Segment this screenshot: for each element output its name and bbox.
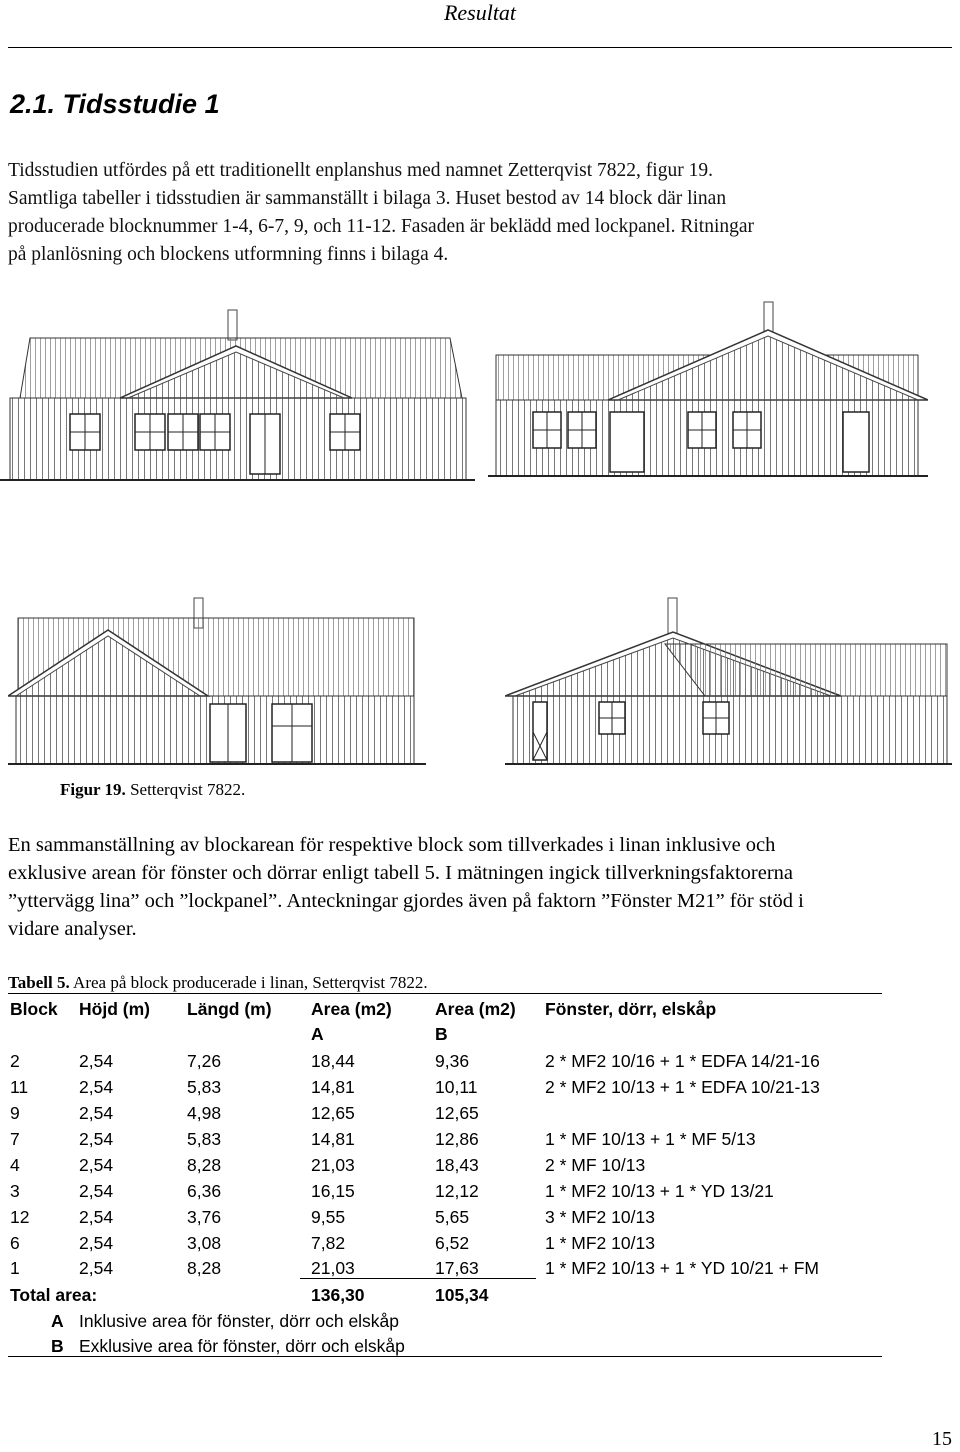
cell-length: 8,28	[187, 1258, 222, 1278]
cell-length: 6,36	[187, 1181, 222, 1201]
cell-openings: 2 * MF2 10/16 + 1 * EDFA 14/21-16	[545, 1051, 820, 1071]
cell-height: 2,54	[79, 1103, 114, 1123]
facade-drawing-front	[0, 308, 475, 484]
cell-area-b: 10,11	[435, 1077, 478, 1097]
cell-height: 2,54	[79, 1051, 114, 1071]
header-height: Höjd (m)	[79, 999, 150, 1019]
note-text: Inklusive area för fönster, dörr och elskåp	[79, 1311, 400, 1331]
cell-area-a: 21,03	[311, 1155, 355, 1175]
total-area-a: 136,30	[311, 1285, 365, 1305]
paragraph-line: vidare analyser.	[8, 918, 137, 940]
cell-openings: 1 * MF2 10/13 + 1 * YD 13/21	[545, 1181, 774, 1201]
paragraph-line: på planlösning och blockens utformning finns i bilaga 4.	[8, 244, 449, 265]
paragraph-line: exklusive arean för fönster och dörrar enligt tabell 5. I mätningen ingick tillverkningsfaktorerna	[8, 862, 793, 884]
total-area-b: 105,34	[435, 1285, 489, 1305]
cell-height: 2,54	[79, 1181, 114, 1201]
header-area-a-sub: A	[311, 1024, 324, 1044]
cell-block: 11	[10, 1077, 29, 1097]
cell-block: 12	[10, 1207, 30, 1227]
paragraph-line: Samtliga tabeller i tidsstudien är sammanställt i bilaga 3. Huset bestod av 14 block där linan	[8, 188, 727, 209]
table-label: Tabell 5.	[8, 973, 70, 992]
cell-height: 2,54	[79, 1207, 114, 1227]
header-area-b: Area (m2)	[435, 999, 516, 1019]
cell-area-a: 7,82	[311, 1233, 346, 1253]
cell-length: 3,76	[187, 1207, 222, 1227]
sum-underline	[300, 1278, 536, 1279]
cell-block: 7	[10, 1129, 20, 1149]
running-header: Resultat	[443, 0, 517, 25]
cell-area-b: 12,65	[435, 1103, 479, 1123]
header-divider	[8, 47, 952, 48]
section-title: 2.1. Tidsstudie 1	[10, 89, 220, 119]
table-bottom-rule	[8, 1356, 882, 1357]
cell-area-a: 16,15	[311, 1181, 355, 1201]
cell-block: 6	[10, 1233, 20, 1253]
cell-block: 2	[10, 1051, 20, 1071]
cell-length: 4,98	[187, 1103, 222, 1123]
cell-area-b: 12,12	[435, 1181, 479, 1201]
cell-area-a: 14,81	[311, 1077, 355, 1097]
cell-openings: 1 * MF2 10/13 + 1 * YD 10/21 + FM	[545, 1258, 819, 1278]
cell-height: 2,54	[79, 1258, 114, 1278]
cell-area-a: 12,65	[311, 1103, 355, 1123]
cell-area-a: 18,44	[311, 1051, 355, 1071]
header-length: Längd (m)	[187, 999, 272, 1019]
cell-length: 3,08	[187, 1233, 222, 1253]
cell-length: 5,83	[187, 1077, 222, 1097]
figure-caption	[60, 780, 245, 800]
page-number: 15	[932, 1428, 952, 1450]
cell-area-b: 12,86	[435, 1129, 479, 1149]
cell-block: 4	[10, 1155, 20, 1175]
cell-openings: 1 * MF 10/13 + 1 * MF 5/13	[545, 1129, 756, 1149]
note-text: Exklusive area för fönster, dörr och elskåp	[79, 1336, 405, 1356]
cell-height: 2,54	[79, 1233, 114, 1253]
cell-openings: 2 * MF2 10/13 + 1 * EDFA 10/21-13	[545, 1077, 820, 1097]
cell-height: 2,54	[79, 1077, 114, 1097]
cell-openings: 2 * MF 10/13	[545, 1155, 646, 1175]
total-label: Total area:	[10, 1285, 98, 1305]
cell-area-b: 17,63	[435, 1258, 479, 1278]
cell-block: 1	[10, 1258, 20, 1278]
header-area-b-sub: B	[435, 1024, 448, 1044]
facade-drawing-right	[505, 596, 952, 772]
paragraph-line: Tidsstudien utfördes på ett traditionellt enplanshus med namnet Zetterqvist 7822, figur 19.	[8, 160, 713, 181]
cell-block: 9	[10, 1103, 20, 1123]
cell-length: 5,83	[187, 1129, 222, 1149]
figure-label: Figur 19.	[60, 780, 126, 799]
paragraph-line: ”yttervägg lina” och ”lockpanel”. Anteckningar gjordes även på faktorn ”Fönster M21” för stöd i	[8, 890, 804, 912]
note-key: A	[51, 1311, 64, 1331]
facade-drawing-left	[8, 596, 426, 772]
figure-caption-text: Setterqvist 7822.	[130, 780, 246, 799]
cell-openings: 1 * MF2 10/13	[545, 1233, 655, 1253]
cell-area-b: 6,52	[435, 1233, 470, 1253]
cell-area-b: 9,36	[435, 1051, 470, 1071]
cell-block: 3	[10, 1181, 20, 1201]
table-top-rule	[8, 993, 882, 994]
cell-openings: 3 * MF2 10/13	[545, 1207, 655, 1227]
intro-paragraph	[8, 157, 952, 269]
header-area-a: Area (m2)	[311, 999, 392, 1019]
summary-paragraph	[8, 831, 952, 943]
cell-height: 2,54	[79, 1155, 114, 1175]
facade-drawing-rear	[488, 300, 928, 484]
paragraph-line: En sammanställning av blockarean för respektive block som tillverkades i linan inklusive och	[8, 834, 776, 856]
cell-area-b: 18,43	[435, 1155, 479, 1175]
header-block: Block	[10, 999, 58, 1019]
cell-length: 7,26	[187, 1051, 222, 1071]
table-caption	[8, 973, 428, 993]
cell-area-a: 14,81	[311, 1129, 355, 1149]
cell-area-b: 5,65	[435, 1207, 470, 1227]
cell-area-a: 21,03	[311, 1258, 355, 1278]
header-openings: Fönster, dörr, elskåp	[545, 999, 717, 1019]
cell-length: 8,28	[187, 1155, 222, 1175]
cell-height: 2,54	[79, 1129, 114, 1149]
paragraph-line: producerade blocknummer 1-4, 6-7, 9, och 11-12. Fasaden är beklädd med lockpanel. Ritningar	[8, 216, 755, 237]
note-key: B	[51, 1336, 64, 1356]
table-caption-text: Area på block producerade i linan, Setterqvist 7822.	[73, 973, 428, 992]
cell-area-a: 9,55	[311, 1207, 346, 1227]
